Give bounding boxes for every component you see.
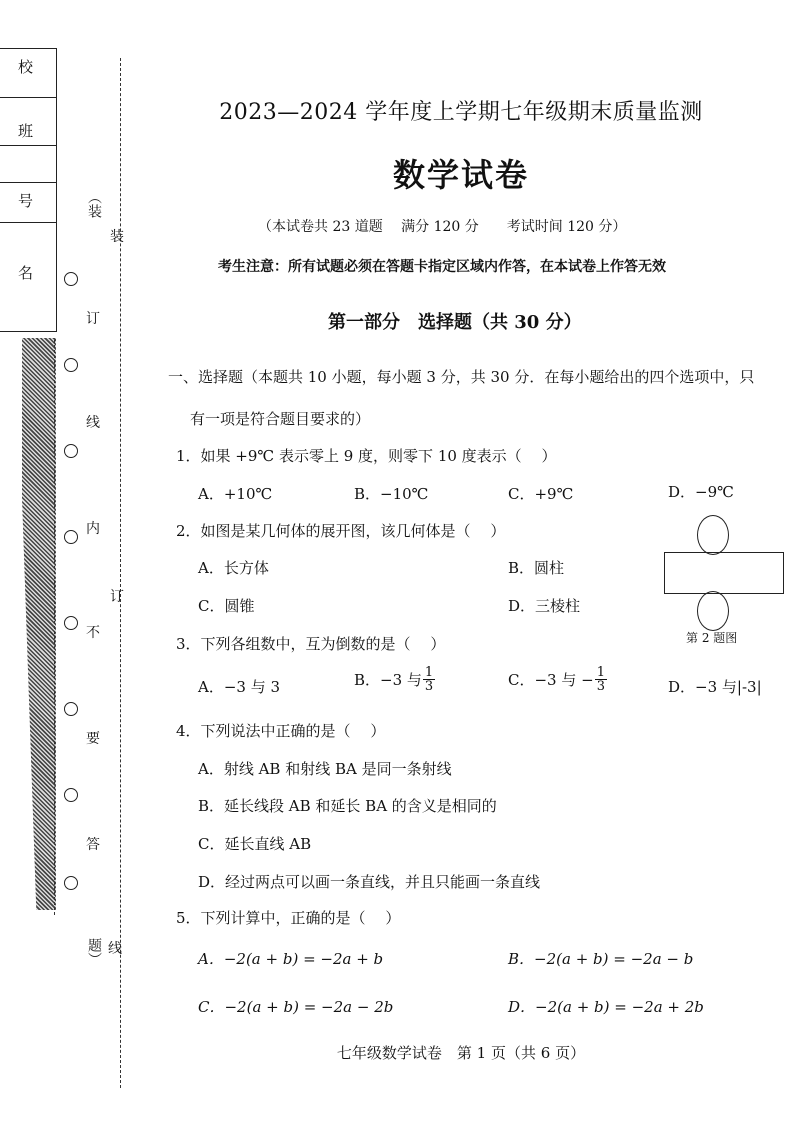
option-a: A．−2(a + b) = −2a + b bbox=[198, 950, 384, 968]
option-c: C．延长直线 AB bbox=[198, 835, 312, 853]
option-c: C．+9℃ bbox=[508, 485, 574, 503]
option-b-text: B．−3 与 bbox=[354, 671, 422, 689]
binding-mark: 答 bbox=[86, 837, 100, 853]
option-a: A．−3 与 3 bbox=[198, 678, 281, 696]
exam-subject: 数学试卷 bbox=[392, 156, 529, 194]
binding-hole bbox=[64, 530, 78, 544]
option-b: B．延长线段 AB 和延长 BA 的含义是相同的 bbox=[198, 797, 497, 815]
option-d: D．三棱柱 bbox=[508, 597, 581, 615]
binding-cut-line bbox=[120, 58, 121, 1088]
figure-rectangle bbox=[664, 552, 784, 594]
option-b bbox=[354, 666, 436, 693]
binding-mark: （装 bbox=[86, 190, 102, 218]
binding-hole bbox=[64, 616, 78, 630]
question-stem: 2．如图是某几何体的展开图，该几何体是（ ） bbox=[176, 522, 506, 540]
fraction bbox=[423, 666, 435, 693]
option-d: D．经过两点可以画一条直线，并且只能画一条直线 bbox=[198, 873, 541, 891]
fraction-denominator: 3 bbox=[596, 679, 605, 694]
exam-info: （本试卷共 23 道题 满分 120 分 考试时间 120 分） bbox=[258, 219, 627, 235]
question-stem: 1．如果 +9℃ 表示零上 9 度，则零下 10 度表示（ ） bbox=[176, 447, 557, 465]
binding-mark: 线 bbox=[86, 415, 100, 431]
option-b: B．圆柱 bbox=[508, 559, 565, 577]
binding-hole bbox=[64, 876, 78, 890]
option-a: A．长方体 bbox=[198, 559, 269, 577]
outer-mark: 装 bbox=[110, 229, 124, 245]
figure-bottom-circle bbox=[697, 591, 729, 631]
page-footer: 七年级数学试卷 第 1 页（共 6 页） bbox=[336, 1044, 586, 1062]
figure-top-circle bbox=[697, 515, 729, 555]
part-heading: 第一部分 选择题（共 30 分） bbox=[328, 312, 582, 333]
binding-mark: 不 bbox=[86, 625, 100, 641]
option-c bbox=[508, 666, 608, 693]
info-divider bbox=[0, 222, 56, 223]
option-d: D．−2(a + b) = −2a + 2b bbox=[508, 998, 704, 1016]
binding-hole bbox=[64, 702, 78, 716]
figure-caption: 第 2 题图 bbox=[686, 631, 738, 645]
outer-mark: 订 bbox=[110, 589, 124, 605]
option-c-text: C．−3 与 − bbox=[508, 671, 594, 689]
outer-mark: 线 bbox=[108, 941, 122, 957]
fraction-numerator: 1 bbox=[424, 665, 434, 680]
exam-title: 2023—2024 学年度上学期七年级期末质量监测 bbox=[219, 100, 703, 125]
option-d: D．−3 与|-3| bbox=[668, 678, 762, 696]
fraction bbox=[595, 666, 607, 693]
binding-mark: 订 bbox=[86, 311, 100, 327]
binding-hole bbox=[64, 358, 78, 372]
section-instructions: 一、选择题（本题共 10 小题，每小题 3 分，共 30 分．在每小题给出的四个选项中，只 bbox=[168, 368, 755, 386]
info-divider bbox=[0, 145, 56, 146]
option-b: B．−10℃ bbox=[354, 485, 429, 503]
binding-mark: 要 bbox=[86, 731, 100, 747]
info-label-number: 号 bbox=[18, 192, 34, 210]
option-d: D．−9℃ bbox=[668, 483, 734, 501]
info-label-school: 校 bbox=[18, 58, 34, 76]
question-stem: 3．下列各组数中，互为倒数的是（ ） bbox=[176, 635, 446, 653]
question-stem: 4．下列说法中正确的是（ ） bbox=[176, 722, 386, 740]
info-label-name: 名 bbox=[18, 264, 34, 282]
option-b: B．−2(a + b) = −2a − b bbox=[508, 950, 694, 968]
binding-hole bbox=[64, 444, 78, 458]
info-label-class: 班 bbox=[18, 122, 34, 140]
fraction-denominator: 3 bbox=[424, 679, 434, 694]
binding-hole bbox=[64, 788, 78, 802]
inner-cut-line bbox=[54, 340, 55, 915]
option-a: A．+10℃ bbox=[198, 485, 273, 503]
binding-mark: 题） bbox=[86, 938, 102, 966]
hatched-binding-strip bbox=[22, 338, 56, 910]
binding-hole bbox=[64, 272, 78, 286]
option-c: C．圆锥 bbox=[198, 597, 255, 615]
section-instructions-cont: 有一项是符合题目要求的） bbox=[190, 410, 371, 428]
option-a: A．射线 AB 和射线 BA 是同一条射线 bbox=[198, 760, 452, 778]
option-c: C．−2(a + b) = −2a − 2b bbox=[198, 998, 394, 1016]
binding-mark: 内 bbox=[86, 521, 100, 537]
exam-notice: 考生注意：所有试题必须在答题卡指定区域内作答，在本试卷上作答无效 bbox=[218, 259, 666, 275]
question-stem: 5．下列计算中，正确的是（ ） bbox=[176, 909, 401, 927]
fraction-numerator: 1 bbox=[596, 665, 605, 680]
